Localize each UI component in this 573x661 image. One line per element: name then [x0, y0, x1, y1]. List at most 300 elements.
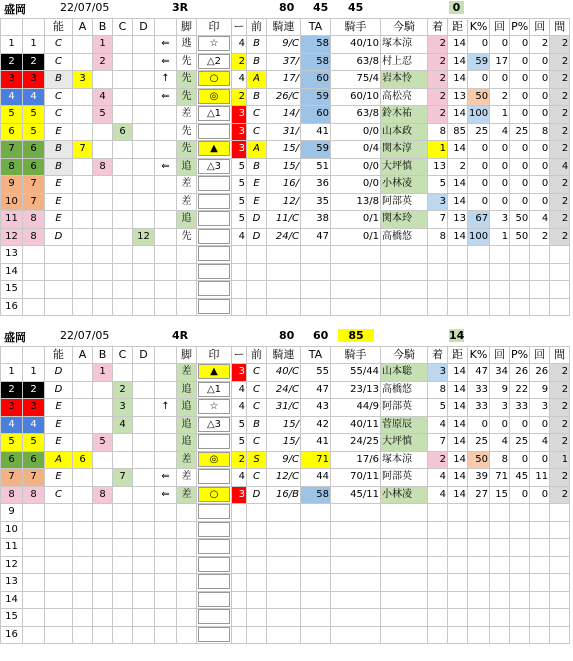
col-a [73, 399, 93, 417]
col-d [133, 176, 155, 194]
rank-mark: 2 [232, 451, 247, 469]
ta-value [301, 521, 331, 539]
arrow-indicator [155, 591, 177, 609]
header-value-45b: 45 [348, 1, 364, 14]
shirushi-box [198, 522, 230, 537]
kan-value: 2 [550, 36, 570, 54]
ta-value [301, 504, 331, 522]
chaku-value: 2 [428, 88, 448, 106]
col-d [133, 451, 155, 469]
kyori-value: 14 [448, 106, 468, 124]
mae-rank: D [247, 228, 267, 246]
ta-value: 41 [301, 123, 331, 141]
ta-value [301, 298, 331, 316]
column-header-row [1, 19, 570, 36]
kyaku-style [177, 521, 197, 539]
nouryoku-rank [45, 591, 73, 609]
current-jockey: 小林凌 [381, 176, 428, 194]
waku-number [23, 609, 45, 627]
waku-number: 7 [23, 193, 45, 211]
nouryoku-rank [45, 504, 73, 522]
kiren-value: 12/C [267, 469, 301, 487]
col-b [93, 556, 113, 574]
k-percent: 50 [468, 451, 490, 469]
col-d [133, 609, 155, 627]
kyori-value: 14 [448, 364, 468, 382]
col-d [133, 486, 155, 504]
kyori-value: 85 [448, 123, 468, 141]
kai2-count [530, 504, 550, 522]
shirushi-mark [197, 416, 232, 434]
p-percent [510, 521, 530, 539]
current-jockey [381, 609, 428, 627]
row-number: 16 [1, 298, 23, 316]
col-a [73, 381, 93, 399]
rank-mark [232, 281, 247, 299]
col-b [93, 141, 113, 159]
table-row [1, 281, 570, 299]
col-a [73, 591, 93, 609]
rank-mark: 4 [232, 381, 247, 399]
ta-value [301, 281, 331, 299]
col-c [113, 176, 133, 194]
col-c [113, 263, 133, 281]
race-number: 3R [172, 1, 189, 14]
kyori-value [448, 591, 468, 609]
kiren-value: 31/ [267, 123, 301, 141]
col-d [133, 193, 155, 211]
kiren-value [267, 521, 301, 539]
kan-value: 2 [550, 469, 570, 487]
rank-mark: 4 [232, 469, 247, 487]
kishu-stats [331, 626, 381, 644]
table-row [1, 416, 570, 434]
kan-value: 2 [550, 193, 570, 211]
row-number: 12 [1, 228, 23, 246]
k-percent [468, 504, 490, 522]
mae-rank: D [247, 486, 267, 504]
kyaku-style: 追 [177, 434, 197, 452]
table-row [1, 176, 570, 194]
ta-value: 55 [301, 364, 331, 382]
mae-rank: C [247, 469, 267, 487]
current-jockey [381, 263, 428, 281]
row-number: 12 [1, 556, 23, 574]
column-header: D [133, 19, 155, 36]
kiren-value [267, 609, 301, 627]
waku-number [23, 521, 45, 539]
p-percent [510, 609, 530, 627]
kiren-value [267, 246, 301, 264]
waku-number: 5 [23, 123, 45, 141]
mae-rank [247, 281, 267, 299]
column-header: D [133, 347, 155, 364]
column-header: 能 [45, 347, 73, 364]
col-b: 5 [93, 434, 113, 452]
table-row [1, 451, 570, 469]
kyori-value: 14 [448, 36, 468, 54]
kan-value: 2 [550, 381, 570, 399]
shirushi-mark [197, 281, 232, 299]
kai-count: 0 [490, 193, 510, 211]
nouryoku-rank [45, 298, 73, 316]
kyori-value: 2 [448, 158, 468, 176]
shirushi-mark [197, 434, 232, 452]
col-c: 3 [113, 399, 133, 417]
kyaku-style [177, 504, 197, 522]
chaku-value: 13 [428, 158, 448, 176]
shirushi-mark [197, 626, 232, 644]
kishu-stats [331, 263, 381, 281]
table-row [1, 71, 570, 89]
ta-value: 59 [301, 141, 331, 159]
col-d [133, 399, 155, 417]
kan-value: 2 [550, 88, 570, 106]
col-b [93, 298, 113, 316]
k-percent: 25 [468, 434, 490, 452]
current-jockey: 村上忍 [381, 53, 428, 71]
col-b [93, 504, 113, 522]
arrow-indicator [155, 246, 177, 264]
kyori-value: 14 [448, 228, 468, 246]
row-number: 8 [1, 158, 23, 176]
kai-count [490, 626, 510, 644]
shirushi-box [198, 627, 230, 642]
waku-number [23, 504, 45, 522]
column-header: TA [301, 347, 331, 364]
rank-mark [232, 609, 247, 627]
arrow-indicator [155, 193, 177, 211]
kan-value [550, 539, 570, 557]
rank-mark: 4 [232, 71, 247, 89]
kiren-value [267, 263, 301, 281]
kai-count [490, 298, 510, 316]
k-percent: 0 [468, 71, 490, 89]
venue-label: 盛岡 [4, 331, 26, 344]
current-jockey: 山本聡 [381, 364, 428, 382]
ta-value: 58 [301, 53, 331, 71]
race-3-table [0, 18, 570, 316]
shirushi-mark [197, 141, 232, 159]
kai-count: 71 [490, 469, 510, 487]
col-b: 8 [93, 486, 113, 504]
chaku-value [428, 263, 448, 281]
kai2-count [530, 626, 550, 644]
waku-number [23, 281, 45, 299]
kai2-count: 8 [530, 123, 550, 141]
arrow-indicator: ⇐ [155, 486, 177, 504]
arrow-indicator [155, 416, 177, 434]
kishu-stats: 63/8 [331, 106, 381, 124]
header-value-45a: 45 [313, 1, 329, 14]
kishu-stats [331, 574, 381, 592]
kyaku-style [177, 591, 197, 609]
chaku-value [428, 626, 448, 644]
row-number: 2 [1, 381, 23, 399]
ta-value [301, 263, 331, 281]
kiren-value: 24/C [267, 228, 301, 246]
kai-count [490, 521, 510, 539]
kai-count: 8 [490, 451, 510, 469]
col-a [73, 211, 93, 229]
kan-value: 2 [550, 123, 570, 141]
table-row [1, 211, 570, 229]
rank-mark [232, 521, 247, 539]
column-header [1, 19, 23, 36]
waku-number [23, 591, 45, 609]
col-d [133, 298, 155, 316]
col-c: 6 [113, 123, 133, 141]
shirushi-mark [197, 176, 232, 194]
kiren-value [267, 298, 301, 316]
kai-count: 0 [490, 141, 510, 159]
kyori-value [448, 263, 468, 281]
kiren-value: 12/ [267, 193, 301, 211]
p-percent: 0 [510, 141, 530, 159]
col-c [113, 539, 133, 557]
col-a [73, 434, 93, 452]
k-percent: 39 [468, 469, 490, 487]
shirushi-box [198, 281, 230, 296]
row-number: 4 [1, 416, 23, 434]
p-percent [510, 626, 530, 644]
kai-count [490, 281, 510, 299]
col-a [73, 176, 93, 194]
rank-mark [232, 539, 247, 557]
p-percent: 0 [510, 176, 530, 194]
col-c: 2 [113, 381, 133, 399]
col-a: 6 [73, 451, 93, 469]
nouryoku-rank: E [45, 211, 73, 229]
kyori-value: 14 [448, 141, 468, 159]
chaku-value [428, 298, 448, 316]
kai2-count: 0 [530, 416, 550, 434]
col-c [113, 364, 133, 382]
k-percent: 100 [468, 228, 490, 246]
waku-number: 5 [23, 434, 45, 452]
row-number: 3 [1, 71, 23, 89]
column-header: P% [510, 347, 530, 364]
arrow-indicator [155, 539, 177, 557]
column-header: 間 [550, 347, 570, 364]
waku-number [23, 246, 45, 264]
k-percent [468, 591, 490, 609]
column-header: 前 [247, 19, 267, 36]
kai2-count: 26 [530, 364, 550, 382]
shirushi-mark [197, 193, 232, 211]
chaku-value: 8 [428, 228, 448, 246]
col-b: 8 [93, 158, 113, 176]
col-b [93, 416, 113, 434]
col-b [93, 123, 113, 141]
waku-number: 2 [23, 381, 45, 399]
kyaku-style [177, 556, 197, 574]
header-value-14: 14 [449, 329, 465, 342]
column-header: K% [468, 347, 490, 364]
column-header [155, 347, 177, 364]
kishu-stats: 55/44 [331, 364, 381, 382]
col-a [73, 246, 93, 264]
mae-rank: D [247, 211, 267, 229]
shirushi-mark [197, 71, 232, 89]
nouryoku-rank [45, 246, 73, 264]
shirushi-box: ◎ [198, 452, 230, 467]
col-c [113, 158, 133, 176]
kyori-value [448, 246, 468, 264]
chaku-value: 1 [428, 141, 448, 159]
col-d [133, 88, 155, 106]
kai-count: 4 [490, 434, 510, 452]
nouryoku-rank [45, 556, 73, 574]
kyori-value: 13 [448, 88, 468, 106]
col-b [93, 521, 113, 539]
col-d [133, 574, 155, 592]
col-d [133, 626, 155, 644]
kishu-stats: 0/0 [331, 123, 381, 141]
waku-number: 6 [23, 451, 45, 469]
col-d: 12 [133, 228, 155, 246]
arrow-indicator: ⇐ [155, 88, 177, 106]
ta-value [301, 591, 331, 609]
current-jockey: 大坪慎 [381, 434, 428, 452]
kan-value: 2 [550, 141, 570, 159]
header-value-80: 80 [279, 1, 295, 14]
current-jockey: 塚本涼 [381, 451, 428, 469]
nouryoku-rank: E [45, 469, 73, 487]
table-row [1, 36, 570, 54]
arrow-indicator [155, 263, 177, 281]
kan-value: 2 [550, 211, 570, 229]
mae-rank [247, 556, 267, 574]
col-a [73, 469, 93, 487]
header-value-80: 80 [279, 329, 295, 342]
kyori-value [448, 539, 468, 557]
kan-value: 1 [550, 451, 570, 469]
rank-mark: 3 [232, 123, 247, 141]
kai2-count: 2 [530, 36, 550, 54]
rank-mark: 3 [232, 106, 247, 124]
kishu-stats [331, 609, 381, 627]
k-percent [468, 574, 490, 592]
current-jockey [381, 281, 428, 299]
column-header: 騎手 [331, 19, 381, 36]
rank-mark: 3 [232, 364, 247, 382]
kai-count [490, 609, 510, 627]
ta-value: 44 [301, 469, 331, 487]
kan-value: 2 [550, 71, 570, 89]
kai2-count: 0 [530, 451, 550, 469]
shirushi-mark [197, 263, 232, 281]
k-percent: 0 [468, 176, 490, 194]
col-b [93, 246, 113, 264]
p-percent [510, 591, 530, 609]
rank-mark: 3 [232, 141, 247, 159]
kan-value [550, 504, 570, 522]
nouryoku-rank: C [45, 106, 73, 124]
row-number: 10 [1, 521, 23, 539]
current-jockey [381, 626, 428, 644]
row-number: 2 [1, 53, 23, 71]
row-number: 11 [1, 211, 23, 229]
col-c [113, 53, 133, 71]
shirushi-mark [197, 106, 232, 124]
shirushi-box [198, 469, 230, 484]
kai-count: 0 [490, 71, 510, 89]
col-c [113, 211, 133, 229]
table-row [1, 158, 570, 176]
kishu-stats: 23/13 [331, 381, 381, 399]
race-3-header [0, 0, 573, 18]
col-d [133, 263, 155, 281]
ta-value: 58 [301, 36, 331, 54]
row-number: 9 [1, 504, 23, 522]
kiren-value: 31/C [267, 399, 301, 417]
kiren-value: 14/ [267, 106, 301, 124]
k-percent [468, 609, 490, 627]
shirushi-box: ○ [198, 71, 230, 86]
col-a [73, 574, 93, 592]
p-percent: 26 [510, 364, 530, 382]
k-percent: 47 [468, 364, 490, 382]
kishu-stats [331, 246, 381, 264]
arrow-indicator [155, 574, 177, 592]
arrow-indicator [155, 298, 177, 316]
col-a [73, 36, 93, 54]
column-header: 印 [197, 347, 232, 364]
kyori-value: 13 [448, 211, 468, 229]
current-jockey [381, 521, 428, 539]
race-4-table [0, 346, 570, 644]
column-header: 能 [45, 19, 73, 36]
kyori-value: 14 [448, 176, 468, 194]
kyori-value [448, 298, 468, 316]
k-percent: 67 [468, 211, 490, 229]
shirushi-mark [197, 556, 232, 574]
arrow-indicator: ⇐ [155, 158, 177, 176]
p-percent: 50 [510, 211, 530, 229]
shirushi-box: ▲ [198, 141, 230, 156]
arrow-indicator [155, 211, 177, 229]
kiren-value: 15/ [267, 141, 301, 159]
kai2-count: 4 [530, 211, 550, 229]
chaku-value [428, 281, 448, 299]
p-percent: 0 [510, 416, 530, 434]
kan-value: 2 [550, 486, 570, 504]
k-percent [468, 521, 490, 539]
kishu-stats [331, 298, 381, 316]
col-b [93, 193, 113, 211]
col-b [93, 176, 113, 194]
kyaku-style: 追 [177, 399, 197, 417]
mae-rank: C [247, 381, 267, 399]
kai2-count: 0 [530, 71, 550, 89]
kyori-value [448, 574, 468, 592]
race-number: 4R [172, 329, 189, 342]
col-a [73, 626, 93, 644]
kishu-stats: 17/6 [331, 451, 381, 469]
row-number: 3 [1, 399, 23, 417]
column-header: 回 [530, 347, 550, 364]
waku-number: 7 [23, 469, 45, 487]
shirushi-box [198, 557, 230, 572]
kiren-value: 9/C [267, 451, 301, 469]
rank-mark: 4 [232, 399, 247, 417]
table-row [1, 591, 570, 609]
p-percent: 0 [510, 71, 530, 89]
shirushi-mark [197, 123, 232, 141]
table-row [1, 381, 570, 399]
kiren-value: 37/ [267, 53, 301, 71]
